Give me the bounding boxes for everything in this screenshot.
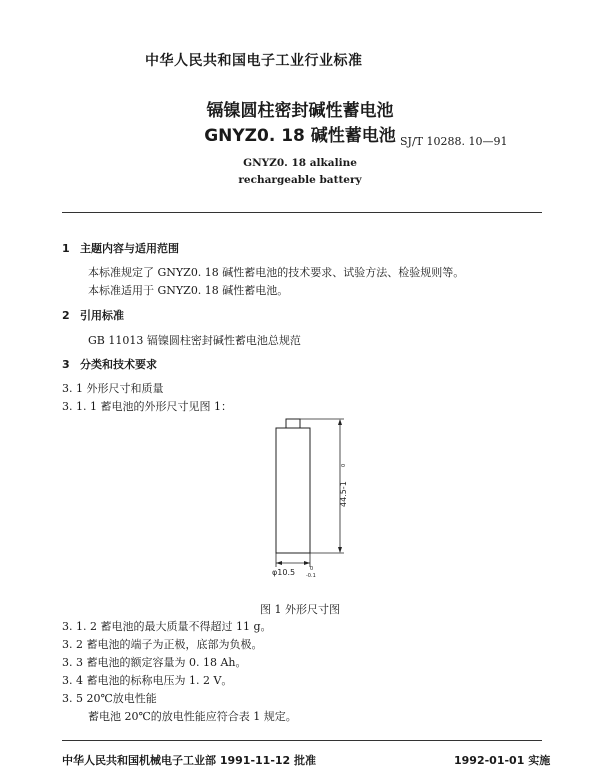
clause-3-1-1: 3. 1. 1 蓄电池的外形尺寸见图 1：	[62, 400, 232, 413]
section-2-heading	[62, 307, 124, 323]
paragraph: 本标准适用于 GNYZ0. 18 碱性蓄电池。	[88, 284, 289, 297]
clause-3-4: 3. 4 蓄电池的标称电压为 1. 2 V。	[62, 674, 233, 687]
section-title: 主题内容与适用范围	[80, 242, 179, 255]
effective-date: 1992-01-01 实施	[454, 754, 551, 767]
section-title: 分类和技术要求	[80, 358, 157, 371]
arrow-head	[304, 561, 310, 565]
approval-info: 中华人民共和国机械电子工业部 1991-11-12 批准	[62, 754, 317, 767]
diameter-tolerance-lower: -0.1	[306, 573, 316, 579]
clause-3-2: 3. 2 蓄电池的端子为正极，底部为负极。	[62, 638, 263, 651]
figure-caption: 图 1 外形尺寸图	[260, 603, 340, 616]
paragraph: 本标准规定了 GNYZ0. 18 碱性蓄电池的技术要求、试验方法、检验规则等。	[88, 266, 465, 279]
clause-3-1: 3. 1 外形尺寸和质量	[62, 382, 164, 395]
clause-3-5-text: 蓄电池 20℃的放电性能应符合表 1 规定。	[88, 710, 297, 723]
header-divider	[62, 212, 542, 213]
clause-3-1-2: 3. 1. 2 蓄电池的最大质量不得超过 11 g。	[62, 620, 272, 633]
standard-number: SJ/T 10288. 10—91	[400, 135, 508, 148]
document-title-model: GNYZ0. 18 碱性蓄电池	[204, 126, 396, 146]
referenced-standard: GB 11013 镉镍圆柱密封碱性蓄电池总规范	[88, 334, 301, 347]
section-number: 3	[62, 358, 70, 371]
section-title: 引用标准	[80, 309, 124, 322]
battery-body	[276, 428, 310, 553]
clause-3-5: 3. 5 20℃放电性能	[62, 692, 157, 705]
height-tolerance: 0	[341, 463, 347, 467]
positive-terminal	[286, 419, 300, 428]
footer-divider	[62, 740, 542, 741]
arrow-head	[338, 419, 342, 425]
diameter-tolerance-upper: 0	[310, 566, 314, 572]
section-number: 1	[62, 242, 70, 255]
diameter-dimension-label: φ10.5	[272, 568, 296, 577]
section-number: 2	[62, 309, 70, 322]
clause-3-3: 3. 3 蓄电池的额定容量为 0. 18 Ah。	[62, 656, 247, 669]
arrow-head	[276, 561, 282, 565]
section-1-heading	[62, 240, 179, 256]
section-3-heading	[62, 356, 157, 372]
arrow-head	[338, 547, 342, 553]
height-dimension-label: 44.5-1	[339, 481, 348, 507]
english-title-line2: rechargeable battery	[238, 174, 362, 186]
battery-dimension-drawing	[250, 415, 360, 583]
english-title-line1: GNYZ0. 18 alkaline	[243, 157, 357, 169]
standard-category-title: 中华人民共和国电子工业行业标准	[145, 53, 363, 69]
document-title-cn: 镉镍圆柱密封碱性蓄电池	[206, 101, 394, 121]
